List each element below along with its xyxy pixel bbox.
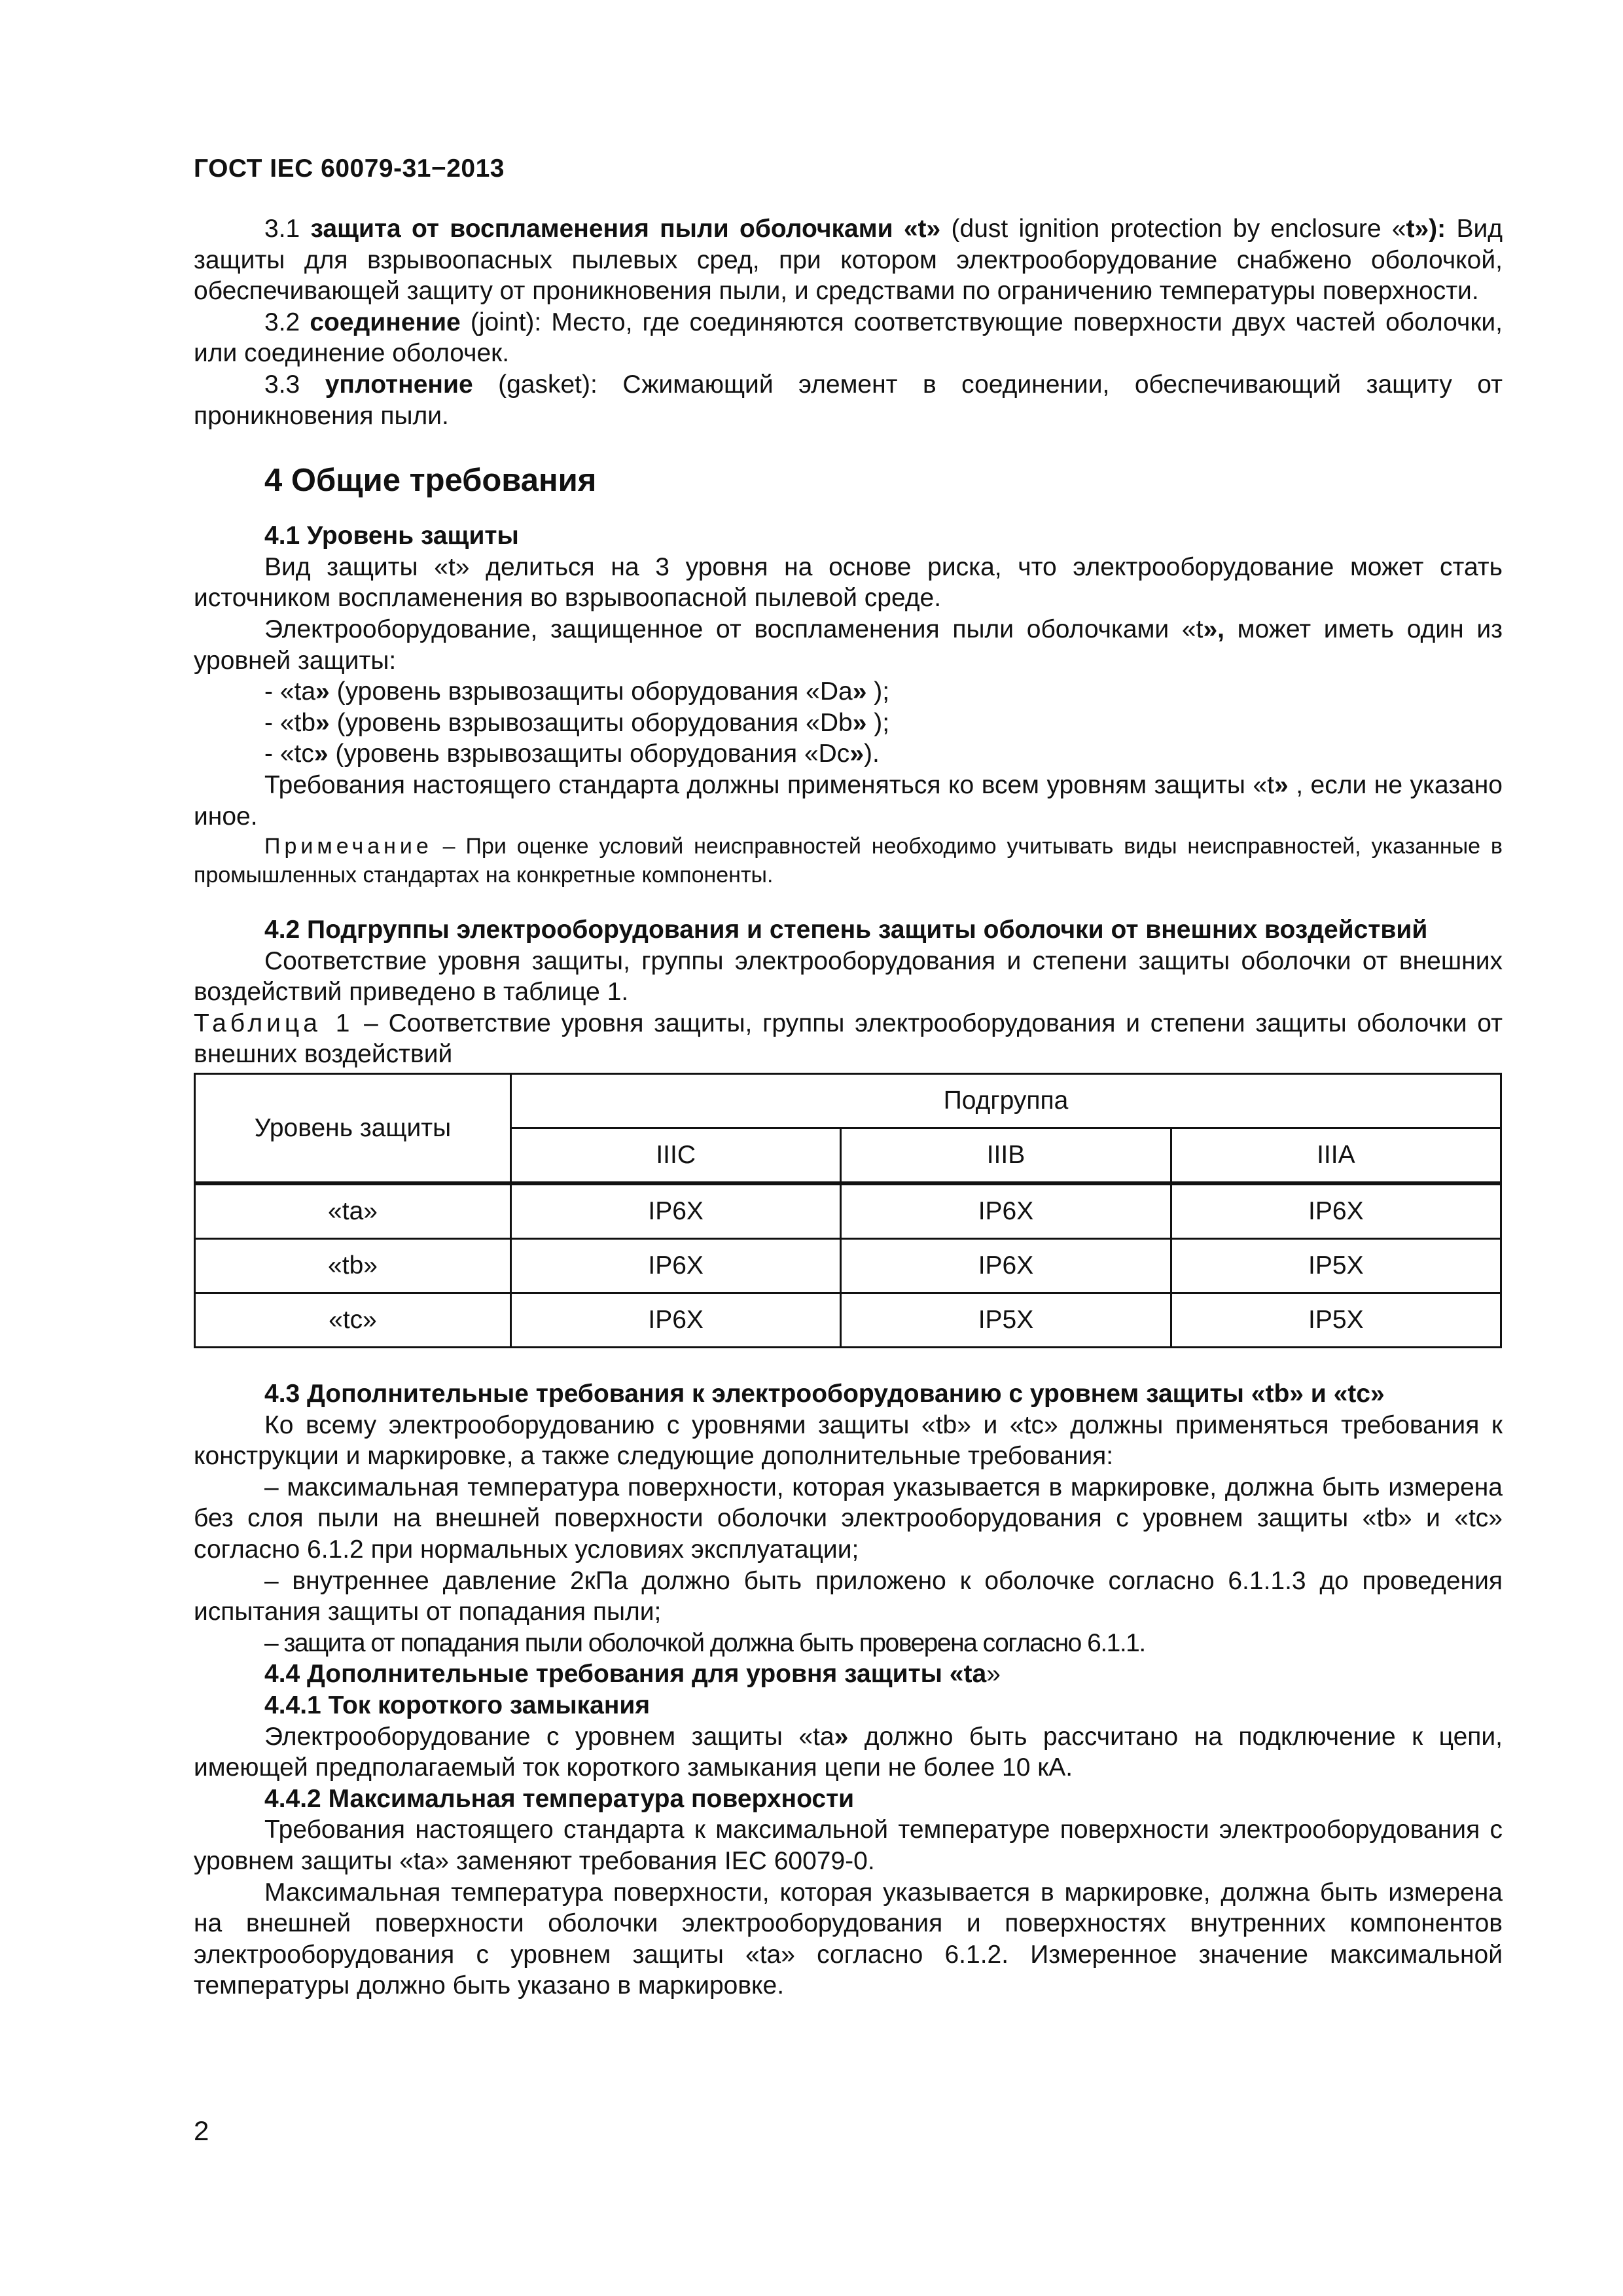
section-4-1-title: 4.1 Уровень защиты xyxy=(264,522,519,550)
text: Электрооборудование, защищенное от воспламенения пыли оболочками «t xyxy=(264,615,1204,643)
table-cell: IP6X xyxy=(511,1183,841,1239)
note xyxy=(194,832,1503,889)
text: , если не указано иное. xyxy=(194,770,1503,831)
list-item-text: ). xyxy=(864,740,880,768)
table-cell: IP5X xyxy=(841,1293,1171,1348)
note-label: Примечание xyxy=(264,834,433,859)
section-4-2-title: 4.2 Подгруппы электрооборудования и степень защиты оболочки от внешних воздействий xyxy=(264,916,1428,944)
text-bold: » xyxy=(1274,770,1289,799)
definition: (gasket): Сжимающий элемент в соединении, обеспечивающий защиту от проникновения пыли. xyxy=(194,370,1503,430)
section-4-4-2-para-1: Требования настоящего стандарта к максимальной температуре поверхности электрооборудования с уровнем защиты «ta» заменяют требования IEC 60079-0. xyxy=(194,1816,1503,1875)
list-item-bold: » xyxy=(849,740,865,768)
section-4-4-2-para-2: Максимальная температура поверхности, которая указывается в маркировке, должна быть измерена на внешней поверхности оболочки электрооборудования и поверхностях внутренних компонентов электрооборудования с уровнем защиты «ta» согласно 6.1.2. Измеренное значение максимальной температуры должно быть указано в маркировке. xyxy=(194,1878,1503,2000)
definition: Вид защиты для взрывоопасных пылевых сред, при котором электрооборудование снабжено оболочкой, обеспечивающей защиту от проникновения пыли, и средствами по ограничению температуры поверхности. xyxy=(194,215,1503,306)
list-item-bold: » xyxy=(315,708,330,737)
list-item xyxy=(194,708,1503,739)
table-row xyxy=(195,1293,1501,1348)
term: уплотнение xyxy=(325,370,473,399)
section-4-3-title: 4.3 Дополнительные требования к электрооборудованию с уровнем защиты «tb» и «tc» xyxy=(264,1380,1385,1408)
table-cell: IP6X xyxy=(1171,1183,1501,1239)
list-item xyxy=(194,738,1503,770)
clause-3-2 xyxy=(194,307,1503,369)
header-cell-level: Уровень защиты xyxy=(195,1074,511,1184)
term: соединение xyxy=(310,308,461,336)
section-4-4-1-title: 4.4.1 Ток короткого замыкания xyxy=(264,1691,651,1719)
table-header-row xyxy=(195,1074,1501,1128)
clause-number: 3.1 xyxy=(264,215,300,243)
title-quote: » xyxy=(986,1660,1001,1689)
header-cell-iiic: IIIC xyxy=(511,1128,841,1184)
table-cell: IP6X xyxy=(841,1183,1171,1239)
note-text: – При оценке условий неисправностей необходимо учитывать виды неисправностей, указанные в промышленных стандартах на конкретные компоненты. xyxy=(194,834,1503,888)
section-4-1-para-2 xyxy=(194,614,1503,676)
section-4-3-para-3: – внутреннее давление 2кПа должно быть приложено к оболочке согласно 6.1.1.3 до проведения испытания защиты от попадания пыли; xyxy=(194,1566,1503,1626)
list-item-bold: » xyxy=(852,677,867,706)
text: должно быть рассчитано на подключение к цепи, имеющей предполагаемый ток короткого замыкания цепи не более 10 кА. xyxy=(194,1722,1503,1782)
document-body xyxy=(194,213,1503,2001)
title-text: 4.4 Дополнительные требования для уровня защиты «ta xyxy=(264,1660,987,1689)
term-english-bold: t xyxy=(1406,215,1415,243)
text: может иметь один из уровней защиты: xyxy=(194,615,1503,675)
list-item-text: ); xyxy=(866,708,890,737)
list-item-text: (уровень взрывозащиты оборудования «Dc xyxy=(328,740,850,768)
term-english: (dust ignition protection by enclosure « xyxy=(951,215,1406,243)
table-1 xyxy=(194,1073,1502,1348)
list-item xyxy=(194,676,1503,708)
clause-number: 3.3 xyxy=(264,370,300,399)
text: Требования настоящего стандарта должны применяться ко всем уровням защиты «t xyxy=(264,770,1274,799)
list-item-text: - «tb xyxy=(264,708,316,737)
text: Электрооборудование с уровнем защиты «ta xyxy=(264,1722,834,1751)
table-caption xyxy=(194,1008,1503,1070)
protection-levels-list xyxy=(194,676,1503,770)
section-4-4-title xyxy=(264,1659,1503,1690)
section-4-3-para-2: – максимальная температура поверхности, которая указывается в маркировке, должна быть измерена без слоя пыли на внешней поверхности оболочки электрооборудования с уровнем защиты «tb» и «tc» согласно 6.1.2 при нормальных условиях эксплуатации; xyxy=(194,1473,1503,1564)
term: защита от воспламенения пыли оболочками «t» xyxy=(310,215,941,243)
section-4-1-para-1: Вид защиты «t» делиться на 3 уровня на основе риска, что электрооборудование может стать источником воспламенения во взрывоопасной пылевой среде. xyxy=(194,552,1503,613)
table-caption-label: Таблица 1 xyxy=(194,1009,354,1037)
list-item-bold: » xyxy=(852,708,867,737)
list-item-text: - «tc xyxy=(264,740,314,768)
table-row xyxy=(195,1239,1501,1293)
list-item-text: - «ta xyxy=(264,677,316,706)
section-4-4-1-para xyxy=(194,1721,1503,1784)
document-header: ГОСТ IEC 60079-31−2013 xyxy=(194,154,505,183)
list-item-text: (уровень взрывозащиты оборудования «Db xyxy=(329,708,853,737)
table-cell: IP5X xyxy=(1171,1239,1501,1293)
clause-3-1 xyxy=(194,213,1503,307)
list-item-bold: » xyxy=(315,677,330,706)
table-cell-level: «tc» xyxy=(195,1293,511,1348)
definition: (joint): Место, где соединяются соответствующие поверхности двух частей оболочки, или соединение оболочек. xyxy=(194,308,1503,368)
text-bold: », xyxy=(1203,615,1224,643)
table-cell: IP6X xyxy=(511,1239,841,1293)
table-cell: IP6X xyxy=(841,1239,1171,1293)
table-cell: IP6X xyxy=(511,1293,841,1348)
list-item-bold: » xyxy=(313,740,329,768)
table-cell-level: «tb» xyxy=(195,1239,511,1293)
header-cell-subgroup: Подгруппа xyxy=(511,1074,1501,1128)
section-4-2-para-1: Соответствие уровня защиты, группы электрооборудования и степени защиты оболочки от внешних воздействий приведено в таблице 1. xyxy=(194,946,1503,1007)
list-item-text: ); xyxy=(866,677,890,706)
list-item-text: (уровень взрывозащиты оборудования «Da xyxy=(329,677,853,706)
header-cell-iiib: IIIB xyxy=(841,1128,1171,1184)
header-cell-iiia: IIIA xyxy=(1171,1128,1501,1184)
clause-number: 3.2 xyxy=(264,308,300,336)
table-cell-level: «ta» xyxy=(195,1183,511,1239)
section-4-3-para-4: – защита от попадания пыли оболочкой должна быть проверена согласно 6.1.1. xyxy=(264,1628,1145,1657)
section-4-4-2-title: 4.4.2 Максимальная температура поверхности xyxy=(264,1784,855,1813)
section-4-1-para-3 xyxy=(194,770,1503,832)
section-4-3-para-1: Ко всему электрооборудованию с уровнями защиты «tb» и «tc» должны применяться требования к конструкции и маркировке, а также следующие дополнительные требования: xyxy=(194,1410,1503,1471)
section-4-title: 4 Общие требования xyxy=(264,463,597,499)
page-number: 2 xyxy=(194,2115,209,2146)
text-bold: » xyxy=(834,1722,849,1751)
table-row xyxy=(195,1183,1501,1239)
clause-3-3 xyxy=(194,369,1503,431)
term-english-bold-close: »): xyxy=(1414,215,1446,243)
table-caption-text: – Соответствие уровня защиты, группы электрооборудования и степени защиты оболочки от внешних воздействий xyxy=(194,1009,1503,1069)
table-cell: IP5X xyxy=(1171,1293,1501,1348)
